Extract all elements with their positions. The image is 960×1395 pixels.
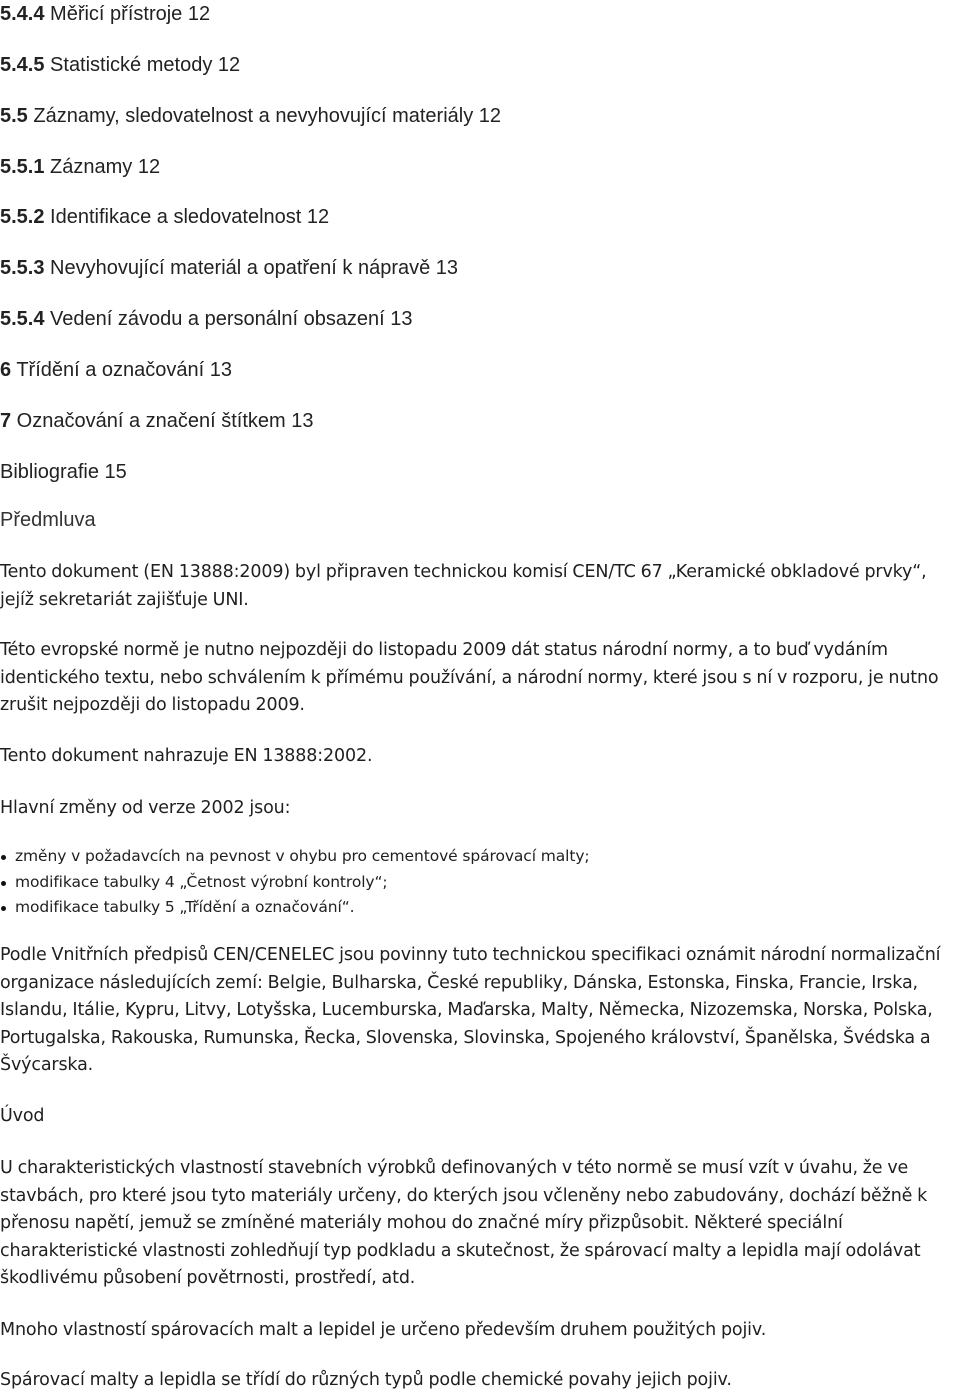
toc-entry[interactable] — [0, 205, 329, 229]
toc-entry-title: Statistické metody 12 — [44, 54, 241, 76]
toc-entry-title: Bibliografie 15 — [0, 461, 127, 483]
toc-entry-title: Vedení závodu a personální obsazení 13 — [44, 308, 413, 330]
toc-entry-title: Identifikace a sledovatelnost 12 — [44, 206, 330, 228]
toc-entry-title: Označování a značení štítkem 13 — [11, 410, 314, 432]
toc-entry-number: 5.4.4 — [0, 3, 45, 25]
section-heading: Předmluva — [0, 509, 96, 531]
toc-entry[interactable] — [0, 358, 232, 382]
toc-entry[interactable] — [0, 307, 413, 331]
toc-entry-number: 7 — [0, 410, 12, 432]
toc-entry-number: 6 — [0, 359, 12, 381]
changes-list — [0, 844, 956, 921]
toc-entry[interactable] — [0, 409, 314, 433]
list-item-text: změny v požadavcích na pevnost v ohybu pro cementové spárovací malty; — [15, 847, 590, 865]
toc-entry-title: Záznamy, sledovatelnost a nevyhovující materiály 12 — [27, 105, 502, 127]
toc-entry[interactable] — [0, 104, 501, 128]
toc-entry-number: 5.5 — [0, 105, 28, 127]
toc-entry[interactable] — [0, 460, 127, 484]
paragraph: Tento dokument (EN 13888:2009) byl připraven technickou komisí CEN/TC 67 „Keramické obkladové prvky“, jejíž sekretariát zajišťuje UNI. — [0, 562, 927, 610]
toc-entry[interactable] — [0, 155, 160, 179]
list-item — [0, 895, 956, 921]
toc-entry-number: 5.4.5 — [0, 54, 45, 76]
bullet-icon — [1, 855, 6, 860]
paragraph: Podle Vnitřních předpisů CEN/CENELEC jsou povinny tuto technickou specifikaci oznámit národní normalizační organizace následujících zemí: Belgie, Bulharska, České republiky, Dánska, Estonska, Finska, Francie, Irska, Islandu, Itálie, Kypru, Litvy, Lotyšska, Lucemburska, Maďarska, Malty, Německa, Nizozemska, Norska, Polska, Portugalska, Rakouska, Rumunska, Řecka, Slovenska, Slovinska, Spojeného království, Španělska, Švédska a Švýcarska. — [0, 945, 941, 1075]
toc-entry-number: 5.5.4 — [0, 308, 45, 330]
bullet-icon — [1, 906, 6, 911]
toc-entry-title: Záznamy 12 — [44, 156, 161, 178]
toc-entry[interactable] — [0, 53, 240, 77]
list-item — [0, 870, 956, 896]
toc-entry-number: 5.5.3 — [0, 257, 45, 279]
paragraph: Spárovací malty a lepidla se třídí do různých typů podle chemické povahy jejich pojiv. — [0, 1370, 732, 1390]
list-item-text: modifikace tabulky 4 „Četnost výrobní kontroly“; — [15, 872, 388, 891]
toc-entry[interactable] — [0, 2, 210, 26]
paragraph: Mnoho vlastností spárovacích malt a lepidel je určeno především druhem použitých pojiv. — [0, 1320, 767, 1340]
section-heading: Úvod — [0, 1106, 45, 1126]
toc-entry-title: Měřicí přístroje 12 — [44, 3, 211, 25]
paragraph: Hlavní změny od verze 2002 jsou: — [0, 798, 291, 818]
paragraph: Tento dokument nahrazuje EN 13888:2002. — [0, 746, 373, 766]
toc-entry-number: 5.5.2 — [0, 206, 45, 228]
list-item-text: modifikace tabulky 5 „Třídění a označování“. — [15, 898, 355, 916]
toc-entry-number: 5.5.1 — [0, 156, 45, 178]
list-item — [0, 844, 956, 870]
toc-entry[interactable] — [0, 256, 458, 280]
toc-entry-title: Třídění a označování 13 — [11, 359, 233, 381]
bullet-icon — [1, 881, 6, 886]
paragraph: U charakteristických vlastností stavebních výrobků definovaných v této normě se musí vzít v úvahu, že ve stavbách, pro které jsou tyto materiály určeny, do kterých jsou včleněny nebo zabudovány, dochází běžně k přenosu napětí, jemuž se zmíněné materiály mohou do značné míry přizpůsobit. Některé speciální charakteristické vlastnosti zohledňují typ podkladu a skutečnost, že spárovací malty a lepidla mají odolávat škodlivému působení povětrnosti, prostředí, atd. — [0, 1158, 928, 1288]
toc-entry-title: Nevyhovující materiál a opatření k nápravě 13 — [44, 257, 459, 279]
paragraph: Této evropské normě je nutno nejpozději do listopadu 2009 dát status národní normy, a to buď vydáním identického textu, nebo schválením k přímému používání, a národní normy, které jsou s ní v rozporu, je nutno zrušit nejpozději do listopadu 2009. — [0, 640, 939, 715]
